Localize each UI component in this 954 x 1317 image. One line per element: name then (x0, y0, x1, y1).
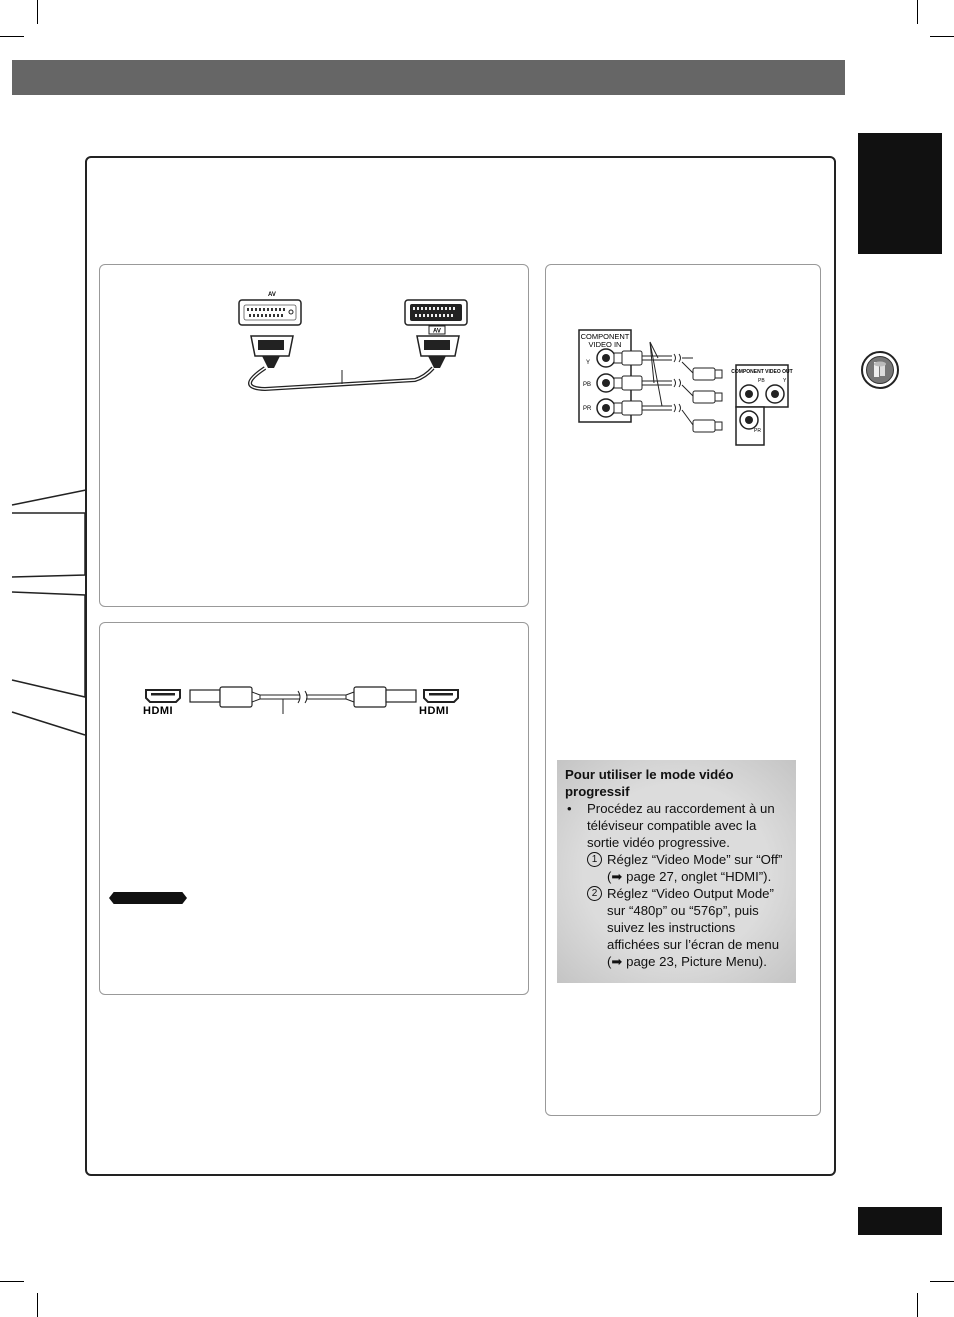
step-1-number: 1 (587, 852, 602, 867)
tv-pb-label: PB (583, 382, 592, 388)
leader-lines (0, 480, 90, 750)
note-bullet (565, 800, 788, 851)
progressive-mode-note (557, 760, 796, 983)
note-step-2 (565, 885, 788, 970)
component-tv-label-1: COMPONENT (580, 332, 630, 341)
step-1-text: Réglez “Video Mode” sur “Off” (➡ page 27, onglet “HDMI”). (607, 852, 783, 884)
hdmi-logo-right: HDMI (419, 705, 450, 717)
component-cable-diagram (578, 328, 793, 450)
hdmi-cable-diagram (140, 686, 465, 718)
tv-av-label: AV (268, 292, 276, 298)
unit-pr-label: PR (754, 428, 761, 434)
tv-y-label: Y (586, 360, 591, 366)
step-2-text: Réglez “Video Output Mode” sur “480p” ou “576p”, puis suivez les instructions affichées sur l’écran de menu (➡ page 23, Picture Menu). (607, 886, 780, 969)
language-tab (858, 133, 942, 254)
header-bar (12, 60, 845, 95)
crop-mark (930, 36, 954, 37)
scart-cable-diagram (225, 288, 485, 393)
crop-mark (0, 1281, 24, 1282)
unit-av-label: AV (433, 328, 441, 335)
note-bullet-text: Procédez au raccordement à un téléviseur compatible avec la sortie vidéo progressive. (587, 801, 775, 850)
crop-mark (917, 0, 918, 24)
unit-pb-label: PB (758, 378, 765, 384)
crop-mark (0, 36, 24, 37)
crop-mark (37, 0, 38, 24)
tv-pr-label: PR (583, 406, 592, 412)
hdmi-connection-panel (99, 622, 529, 995)
component-tv-label-2: VIDEO IN (588, 340, 622, 349)
note-step-1 (565, 851, 788, 885)
note-badge (109, 892, 187, 904)
crop-mark (930, 1281, 954, 1282)
crop-mark (37, 1293, 38, 1317)
step-2-number: 2 (587, 886, 602, 901)
note-title: Pour utiliser le mode vidéo progressif (565, 767, 734, 799)
bullet-icon: • (567, 801, 572, 816)
hdmi-logo-left: HDMI (143, 705, 174, 717)
unit-y-label: Y (783, 378, 787, 384)
page-number-tab (858, 1207, 942, 1235)
crop-mark (917, 1293, 918, 1317)
globe-icon (860, 350, 900, 390)
component-unit-label: COMPONENT VIDEO OUT (731, 369, 793, 375)
